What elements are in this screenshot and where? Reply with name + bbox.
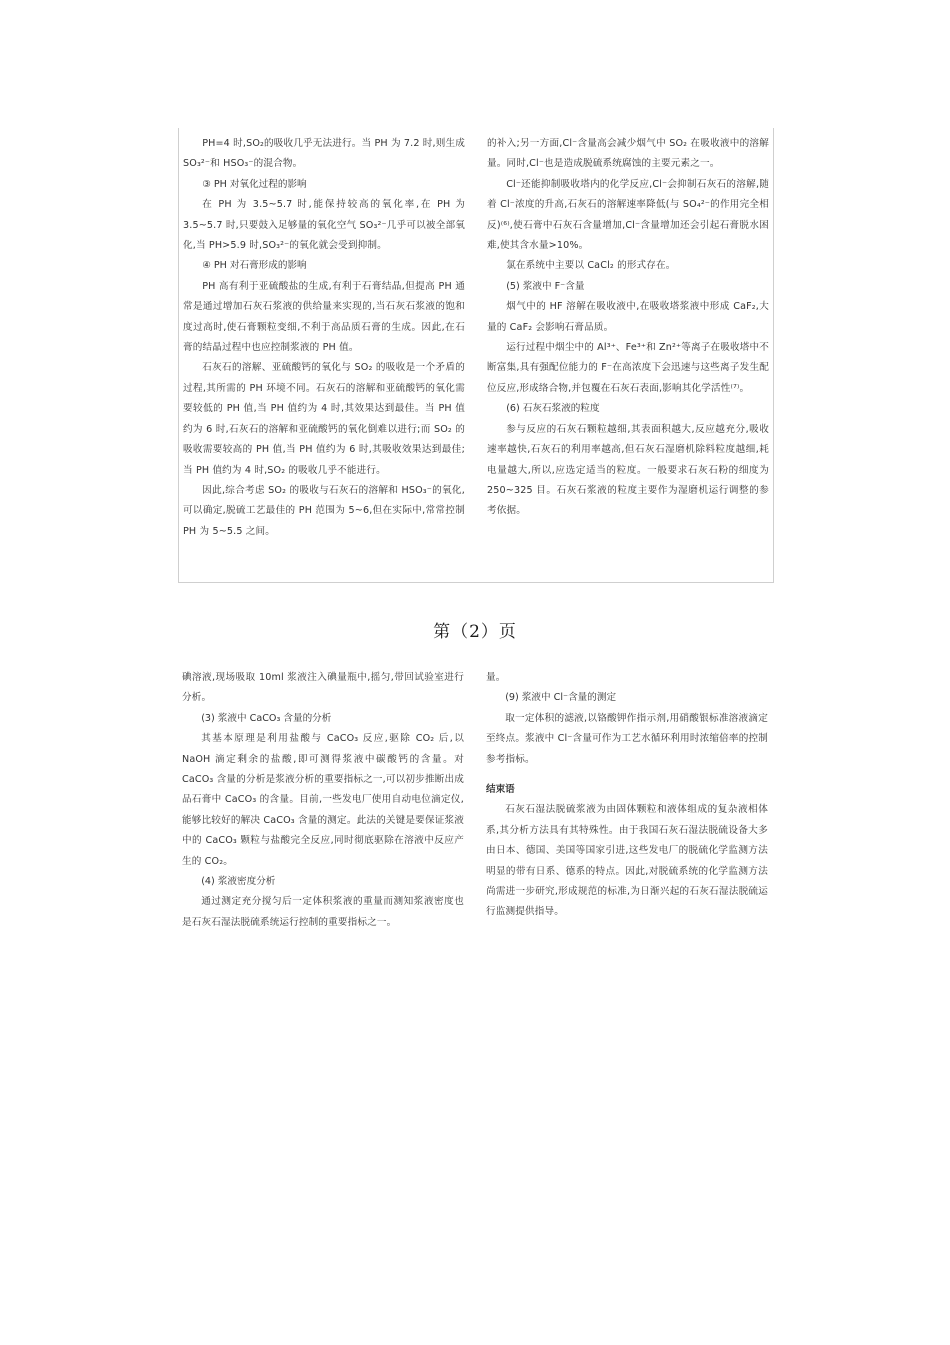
page-number-label: 第（2）页 bbox=[433, 622, 517, 642]
section-heading: (5) 浆液中 F⁻含量 bbox=[506, 280, 585, 292]
paragraph: 石灰石的溶解、亚硫酸钙的氧化与 SO₂ 的吸收是一个矛盾的过程,其所需的 PH 环境不同。石灰石的溶解和亚硫酸钙的氧化需要较低的 PH 值,当 PH 值约为 4 时,其效果达到最佳。当 PH 值约为 6 时,石灰石的溶解和亚硫酸钙的氧化倒难以进行;而 SO₂ 的吸收需要较高的 PH 值,当 PH 值约为 6 时,其吸收效果达到最佳;当 PH 值约为 4 时,SO₂ 的吸收几乎不能进行。 bbox=[183, 362, 465, 476]
paragraph: 通过测定充分搅匀后一定体积浆液的重量而测知浆液密度也是石灰石湿法脱硫系统运行控制的重要指标之一。 bbox=[182, 896, 464, 928]
conclusion-heading: 结束语 bbox=[486, 784, 515, 796]
page-2-scan bbox=[178, 665, 772, 965]
paragraph: 碘溶液,现场吸取 10ml 浆液注入碘量瓶中,摇匀,带回试验室进行分析。 bbox=[182, 672, 464, 704]
page-1-scan bbox=[178, 128, 774, 583]
section-heading: (9) 浆液中 Cl⁻含量的测定 bbox=[505, 692, 617, 704]
section-heading: ③ PH 对氧化过程的影响 bbox=[202, 178, 307, 190]
paragraph: 氯在系统中主要以 CaCl₂ 的形式存在。 bbox=[506, 260, 676, 272]
page-2-left-column bbox=[182, 668, 464, 933]
paragraph: PH 高有利于亚硫酸盐的生成,有利于石膏结晶,但提高 PH 通常是通过增加石灰石浆液的供给量来实现的,当石灰石浆液的饱和度过高时,使石膏颗粒变细,不利于高品质石膏的生成。因此,在石膏的结晶过程中也应控制浆液的 PH 值。 bbox=[183, 280, 465, 354]
page-1-left-column bbox=[183, 134, 465, 542]
section-heading: (6) 石灰石浆液的粒度 bbox=[506, 403, 600, 415]
paragraph: 烟气中的 HF 溶解在吸收液中,在吸收塔浆液中形成 CaF₂,大量的 CaF₂ 会影响石膏品质。 bbox=[487, 301, 769, 333]
paragraph: 运行过程中烟尘中的 Al³⁺、Fe³⁺和 Zn²⁺等离子在吸收塔中不断富集,具有强配位能力的 F⁻在高浓度下会迅速与这些离子发生配位反应,形成络合物,并包覆在石灰石表面,影响其化学活性⁽⁷⁾。 bbox=[487, 342, 769, 394]
paragraph: 在 PH 为 3.5~5.7 时,能保持较高的氧化率,在 PH 为 3.5~5.7 时,只要鼓入足够量的氧化空气 SO₃²⁻几乎可以被全部氧化,当 PH>5.9 时,SO₃²⁻的氧化就会受到抑制。 bbox=[183, 199, 465, 252]
paragraph: 其基本原理是利用盐酸与 CaCO₃ 反应,驱除 CO₂ 后,以 NaOH 滴定剩余的盐酸,即可测得浆液中碳酸钙的含量。对 CaCO₃ 含量的分析是浆液分析的重要指标之一,可以初步推断出成品石膏中 CaCO₃ 的含量。目前,一些发电厂使用自动电位滴定仪,能够比较好的解决 CaCO₃ 含量的测定。此法的关键是要保证浆液中的 CaCO₃ 颗粒与盐酸完全反应,同时彻底驱除在溶液中反应产生的 CO₂。 bbox=[182, 733, 464, 867]
paragraph: 参与反应的石灰石颗粒越细,其表面积越大,反应越充分,吸收速率越快,石灰石的利用率越高,但石灰石湿磨机除料粒度越细,耗电量越大,所以,应选定适当的粒度。一般要求石灰石粉的细度为 250~325 目。石灰石浆液的粒度主要作为湿磨机运行调整的参考依据。 bbox=[487, 423, 769, 517]
paragraph: 取一定体积的滤液,以铬酸钾作指示剂,用硝酸银标准溶液滴定至终点。浆液中 Cl⁻含量可作为工艺水循环利用时浓缩倍率的控制参考指标。 bbox=[486, 712, 768, 765]
paragraph: 量。 bbox=[486, 672, 506, 683]
paragraph: 石灰石湿法脱硫浆液为由固体颗粒和液体组成的复杂液相体系,其分析方法具有其特殊性。由于我国石灰石湿法脱硫设备大多由日本、德国、美国等国家引进,这些发电厂的脱硫化学监测方法明显的带有日系、德系的特点。因此,对脱硫系统的化学监测方法尚需进一步研究,形成规范的标准,为日渐兴起的石灰石湿法脱硫运行监测提供指导。 bbox=[486, 804, 768, 918]
page-1-right-column bbox=[487, 134, 769, 522]
paragraph: PH=4 时,SO₂的吸收几乎无法进行。当 PH 为 7.2 时,则生成 SO₃²⁻和 HSO₃⁻的混合物。 bbox=[183, 138, 465, 170]
page-2-right-column bbox=[486, 668, 768, 923]
paragraph: 因此,综合考虑 SO₂ 的吸收与石灰石的溶解和 HSO₃⁻的氧化,可以确定,脱硫工艺最佳的 PH 范围为 5~6,但在实际中,常常控制 PH 为 5~5.5 之间。 bbox=[183, 484, 465, 537]
paragraph: Cl⁻还能抑制吸收塔内的化学反应,Cl⁻会抑制石灰石的溶解,随着 Cl⁻浓度的升高,石灰石的溶解速率降低(与 SO₄²⁻的作用完全相反)⁽⁶⁾,使石膏中石灰石含量增加,Cl⁻含量增加还会引起石膏脱水困难,使其含水量>10%。 bbox=[487, 178, 769, 252]
paragraph: 的补入;另一方面,Cl⁻含量高会减少烟气中 SO₂ 在吸收液中的溶解量。同时,Cl⁻也是造成脱硫系统腐蚀的主要元素之一。 bbox=[487, 138, 769, 170]
section-heading: (4) 浆液密度分析 bbox=[201, 876, 276, 888]
section-heading: (3) 浆液中 CaCO₃ 含量的分析 bbox=[201, 712, 332, 724]
section-heading: ④ PH 对石膏形成的影响 bbox=[202, 260, 307, 272]
